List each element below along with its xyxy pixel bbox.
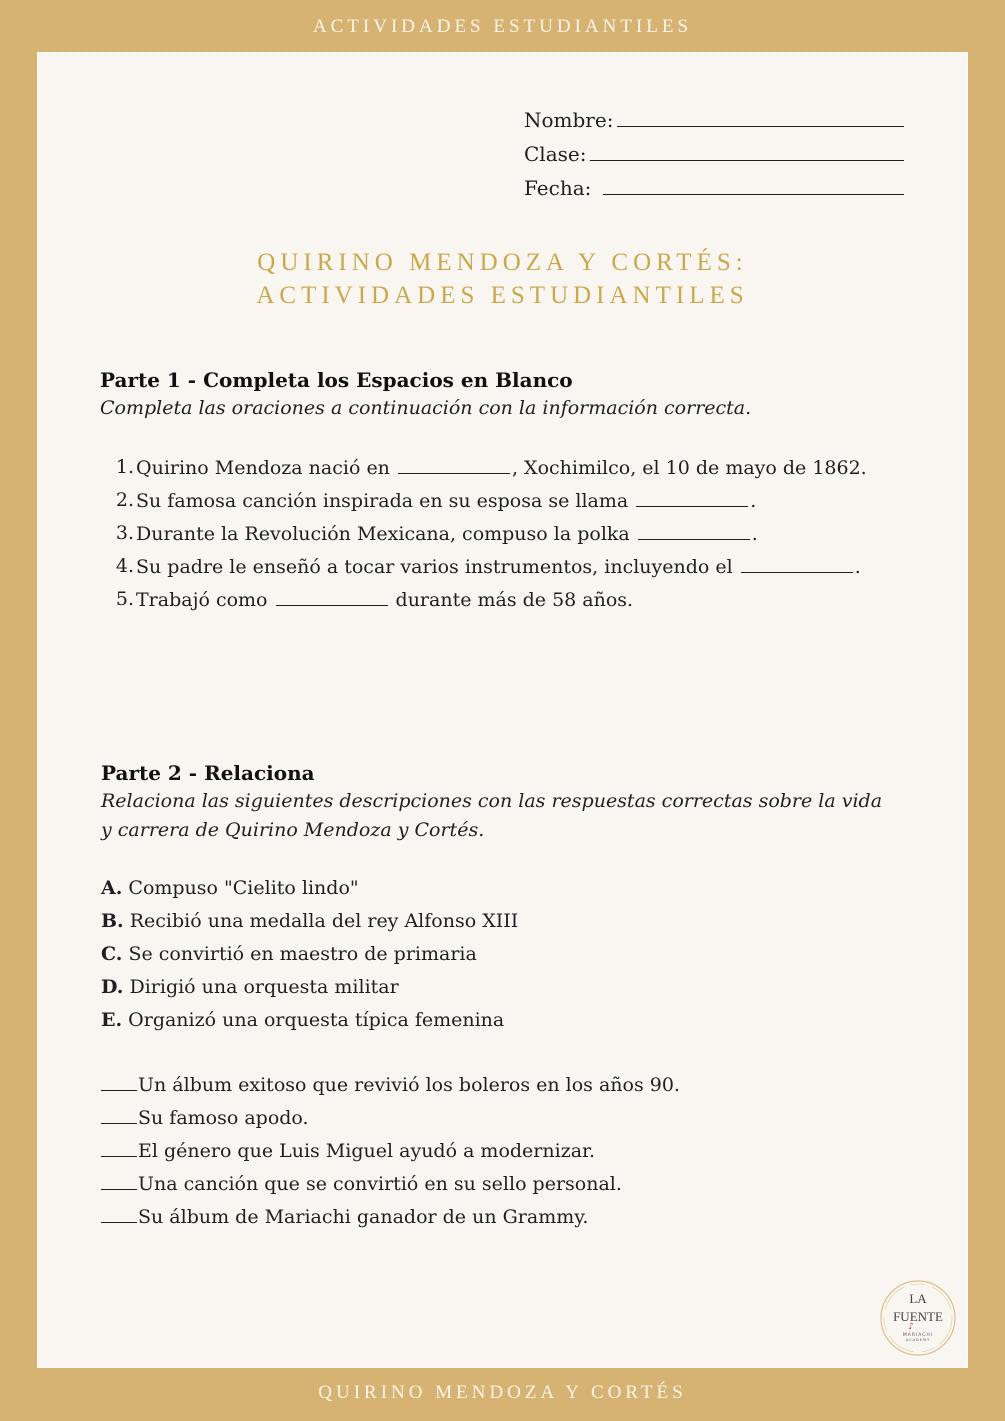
name-label: Nombre: bbox=[524, 108, 614, 132]
matching-option bbox=[101, 938, 518, 971]
matching-options bbox=[101, 872, 518, 1037]
match-answer-blank[interactable] bbox=[101, 1202, 137, 1223]
music-note-icon: ♪ bbox=[908, 1322, 914, 1332]
name-field[interactable] bbox=[524, 98, 904, 132]
class-blank-line[interactable] bbox=[590, 140, 904, 161]
sentence-before-blank: Durante la Revolución Mexicana, compuso la polka . bbox=[136, 517, 758, 550]
part1-heading: Parte 1 - Completa los Espacios en Blanco bbox=[100, 368, 573, 392]
matching-description bbox=[101, 1201, 680, 1234]
option-letter: C. bbox=[101, 943, 123, 965]
match-answer-blank[interactable] bbox=[101, 1070, 137, 1091]
date-blank-line[interactable] bbox=[603, 174, 904, 195]
sentence-after-blank: . bbox=[750, 490, 757, 512]
option-letter: D. bbox=[101, 976, 124, 998]
answer-blank[interactable] bbox=[398, 451, 510, 474]
item-number: 4. bbox=[115, 555, 134, 577]
student-info-fields bbox=[524, 98, 904, 200]
answer-blank[interactable] bbox=[741, 550, 853, 573]
part2-heading: Parte 2 - Relaciona bbox=[101, 761, 315, 785]
match-answer-blank[interactable] bbox=[101, 1136, 137, 1157]
fill-in-list bbox=[100, 451, 920, 616]
item-number: 1. bbox=[115, 456, 134, 478]
answer-blank[interactable] bbox=[636, 484, 748, 507]
option-text: Dirigió una orquesta militar bbox=[129, 976, 399, 998]
option-letter: E. bbox=[101, 1009, 123, 1031]
option-text: Recibió una medalla del rey Alfonso XIII bbox=[129, 910, 519, 932]
option-text: Organizó una orquesta típica femenina bbox=[128, 1009, 505, 1031]
option-letter: A. bbox=[101, 877, 123, 899]
matching-description bbox=[101, 1168, 680, 1201]
option-text: Compuso "Cielito lindo" bbox=[128, 877, 359, 899]
matching-option bbox=[101, 872, 518, 905]
option-letter: B. bbox=[101, 910, 124, 932]
sentence-after-blank: . bbox=[854, 556, 861, 578]
sentence-before-blank: Trabajó como durante más de 58 años. bbox=[136, 583, 633, 616]
date-field[interactable] bbox=[524, 166, 904, 200]
class-label: Clase: bbox=[524, 142, 587, 166]
logo-text-academy: ACADEMY bbox=[905, 1338, 931, 1342]
item-number: 3. bbox=[115, 522, 134, 544]
title-line-2: ACTIVIDADES ESTUDIANTILES bbox=[256, 282, 749, 309]
matching-option bbox=[101, 905, 518, 938]
answer-blank[interactable] bbox=[638, 517, 750, 540]
header-band: ACTIVIDADES ESTUDIANTILES bbox=[312, 16, 693, 37]
matching-description bbox=[101, 1069, 680, 1102]
description-text: Una canción que se convirtió en su sello personal. bbox=[138, 1173, 622, 1195]
logo-text-mariachi: MARIACHI bbox=[902, 1333, 934, 1338]
fill-in-item bbox=[100, 583, 920, 616]
sentence-before-blank: Su padre le enseñó a tocar varios instrumentos, incluyendo el . bbox=[136, 550, 861, 583]
match-answer-blank[interactable] bbox=[101, 1103, 137, 1124]
date-label: Fecha: bbox=[524, 176, 592, 200]
footer-band: QUIRINO MENDOZA Y CORTÉS bbox=[318, 1382, 687, 1403]
matching-option bbox=[101, 971, 518, 1004]
fill-in-item bbox=[100, 550, 920, 583]
sentence-before-blank: Su famosa canción inspirada en su esposa se llama . bbox=[136, 484, 756, 517]
page-title bbox=[0, 246, 1005, 312]
description-text: Su famoso apodo. bbox=[138, 1107, 309, 1129]
logo-text-fuente: FUENTE bbox=[893, 1309, 943, 1324]
part2-instructions: Relaciona las siguientes descripciones con las respuestas correctas sobre la vida y carrera de Quirino Mendoza y Cortés. bbox=[101, 790, 883, 841]
matching-description bbox=[101, 1135, 680, 1168]
logo-emblem bbox=[878, 1278, 958, 1358]
fill-in-item bbox=[100, 451, 920, 484]
description-text: El género que Luis Miguel ayudó a modernizar. bbox=[138, 1140, 596, 1162]
name-blank-line[interactable] bbox=[617, 106, 904, 127]
answer-blank[interactable] bbox=[276, 583, 388, 606]
matching-description bbox=[101, 1102, 680, 1135]
fill-in-item bbox=[100, 484, 920, 517]
description-text: Su álbum de Mariachi ganador de un Grammy. bbox=[138, 1206, 589, 1228]
title-line-1: QUIRINO MENDOZA Y CORTÉS: bbox=[257, 249, 748, 276]
sentence-after-blank: , Xochimilco, el 10 de mayo de 1862. bbox=[511, 457, 867, 479]
fill-in-item bbox=[100, 517, 920, 550]
logo-text-la: LA bbox=[909, 1291, 927, 1306]
description-text: Un álbum exitoso que revivió los boleros en los años 90. bbox=[138, 1074, 680, 1096]
option-text: Se convirtió en maestro de primaria bbox=[128, 943, 477, 965]
sentence-after-blank: . bbox=[751, 523, 758, 545]
sentence-after-blank: durante más de 58 años. bbox=[395, 589, 634, 611]
sentence-before-blank: Quirino Mendoza nació en , Xochimilco, el 10 de mayo de 1862. bbox=[136, 451, 867, 484]
matching-descriptions bbox=[101, 1069, 680, 1234]
class-field[interactable] bbox=[524, 132, 904, 166]
matching-option bbox=[101, 1004, 518, 1037]
la-fuente-logo bbox=[878, 1278, 958, 1358]
item-number: 2. bbox=[115, 489, 134, 511]
match-answer-blank[interactable] bbox=[101, 1169, 137, 1190]
item-number: 5. bbox=[115, 588, 134, 610]
part1-instructions: Completa las oraciones a continuación con la información correcta. bbox=[100, 397, 752, 419]
